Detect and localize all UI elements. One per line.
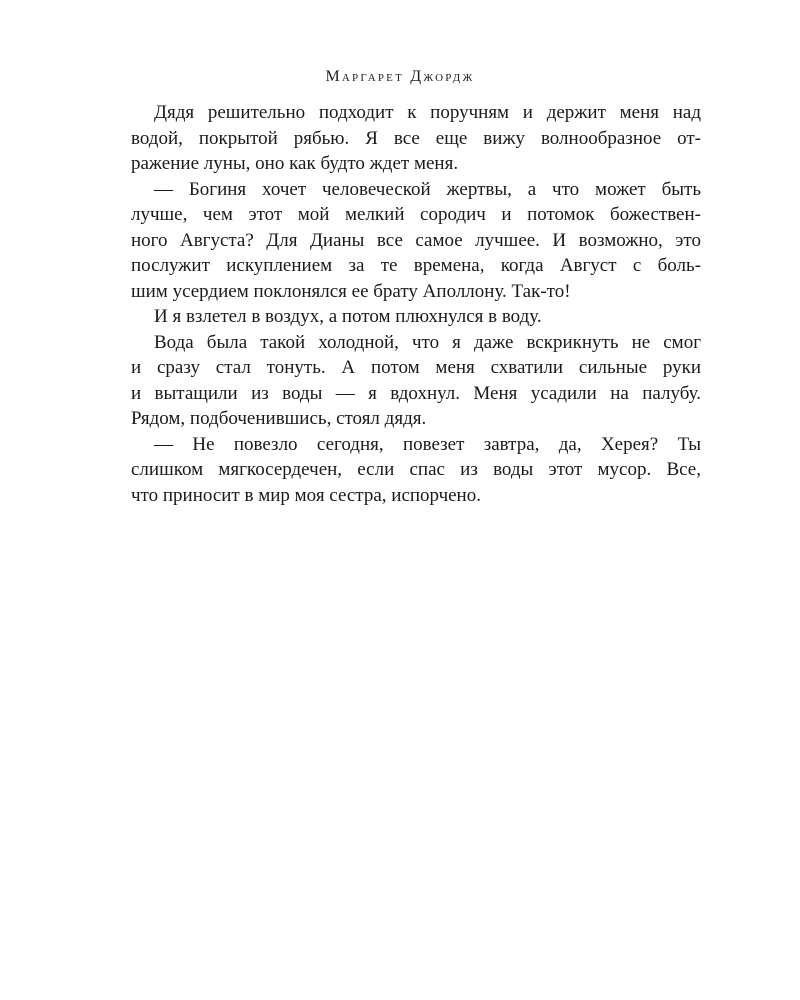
body-text: [131, 100, 701, 508]
text-line: и сразу стал тонуть. А потом меня схватили сильные руки: [131, 357, 701, 378]
text-line: И я взлетел в воздух, а потом плюхнулся в воду.: [154, 306, 542, 327]
text-line: что приносит в мир моя сестра, испорчено.: [131, 484, 481, 506]
text-line: ражение луны, оно как будто ждет меня.: [131, 153, 459, 174]
text-line: слишком мягкосердечен, если спас из воды этот мусор. Все,: [131, 459, 701, 480]
text-line: Рядом, подбоченившись, стоял дядя.: [131, 408, 427, 429]
text-line: шим усердием поклонялся ее брату Аполлону. Так-то!: [131, 280, 571, 302]
text-line: водой, покрытой рябью. Я все еще вижу волнообразное от-: [131, 127, 701, 149]
text-line: лучше, чем этот мой мелкий сородич и потомок божествен-: [131, 204, 701, 225]
running-head: Маргарет Джордж: [325, 68, 475, 85]
text-line: — Не повезло сегодня, повезет завтра, да, Херея? Ты: [154, 433, 701, 455]
text-line: Вода была такой холодной, что я даже вскрикнуть не смог: [154, 331, 701, 353]
text-line: ного Августа? Для Дианы все самое лучшее. И возможно, это: [131, 229, 701, 251]
text-line: послужит искуплением за те времена, когда Август с боль-: [131, 255, 701, 276]
text-line: Дядя решительно подходит к поручням и держит меня над: [154, 102, 701, 123]
text-line: — Богиня хочет человеческой жертвы, а что может быть: [154, 178, 701, 200]
text-line: и вытащили из воды — я вдохнул. Меня усадили на палубу.: [131, 382, 701, 404]
